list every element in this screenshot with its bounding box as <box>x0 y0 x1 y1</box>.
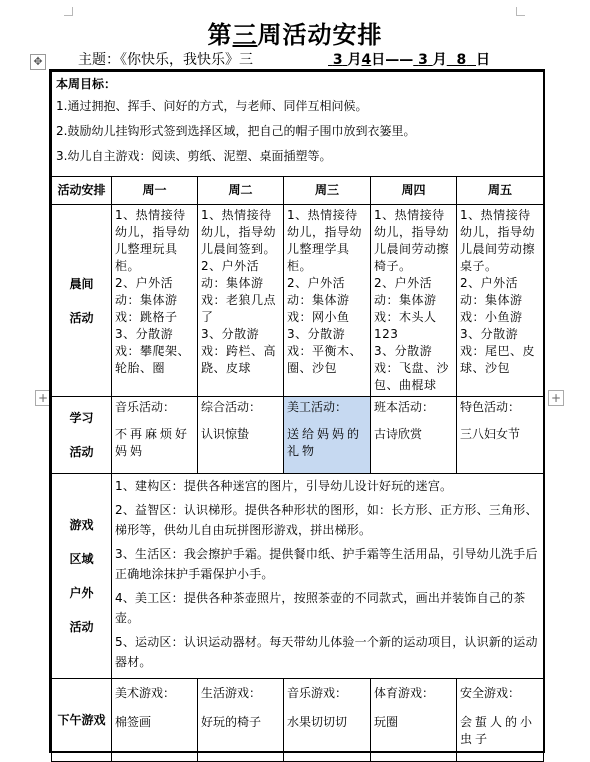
afternoon-cell: 体育游戏： 玩圈 <box>371 679 457 762</box>
goal-item: 3.幼儿自主游戏：阅读、剪纸、泥塑、桌面插塑等。 <box>56 149 332 163</box>
title-suffix: 周活动安排 <box>257 20 383 49</box>
weekly-goals <box>52 72 544 177</box>
study-cell: 音乐活动： 不再麻烦好妈妈 <box>112 397 198 474</box>
afternoon-label: 下午游戏 <box>52 679 112 762</box>
morning-cell <box>112 205 198 397</box>
subtitle-line <box>78 49 538 69</box>
morning-label: 晨间 活动 <box>52 205 112 397</box>
label-day-2: 日 <box>476 52 490 68</box>
morning-cell-line: 2、户外活动：集体游戏：老狼几点了 <box>201 259 277 324</box>
day-header: 周三 <box>284 177 371 205</box>
schedule-table <box>51 71 544 762</box>
morning-cell-line: 2、户外活动：集体游戏：网小鱼 <box>287 276 350 324</box>
study-row <box>52 397 544 474</box>
title-week-number: 三 <box>232 20 258 49</box>
morning-cell-line: 2、户外活动：集体游戏：跳格子 <box>115 276 178 324</box>
afternoon-cell: 美术游戏： 棉签画 <box>112 679 198 762</box>
header-row <box>52 177 544 205</box>
morning-cell <box>284 205 371 397</box>
afternoon-cell: 安全游戏： 会蜇人的小虫子 <box>457 679 544 762</box>
area-label: 游戏 区域 户外 活动 <box>52 474 112 679</box>
morning-cell-line: 3、分散游戏：尾巴、皮球、沙包 <box>460 327 536 375</box>
morning-cell-line: 2、户外活动：集体游戏：木头人 123 <box>374 276 437 341</box>
corner-label: 活动安排 <box>52 177 112 205</box>
morning-cell-line: 3、分散游戏：攀爬架、轮胎、圈 <box>115 327 191 375</box>
study-cell: 班本活动： 古诗欣赏 <box>371 397 457 474</box>
afternoon-cell: 音乐游戏： 水果切切切 <box>284 679 371 762</box>
page-title <box>0 15 590 50</box>
morning-cell-line: 3、分散游戏：飞盘、沙包、曲棍球 <box>374 344 450 392</box>
label-month-1: 月 <box>347 52 362 68</box>
goals-heading: 本周目标： <box>56 77 117 91</box>
area-content <box>112 474 544 679</box>
date-day-2: 8 <box>456 52 467 68</box>
day-header: 周四 <box>371 177 457 205</box>
afternoon-cell: 生活游戏： 好玩的椅子 <box>198 679 284 762</box>
plus-icon[interactable]: + <box>548 390 564 406</box>
date-month-2: 3 <box>418 52 428 68</box>
area-item: 5、运动区：认识运动器材。每天带幼儿体验一个新的运动项目，认识新的运动器材。 <box>115 635 538 669</box>
area-item: 4、美工区：提供各种茶壶照片，按照茶壶的不同款式，画出并装饰自己的茶壶。 <box>115 591 526 625</box>
date-month-1: 3 <box>332 52 343 68</box>
study-label: 学习 活动 <box>52 397 112 474</box>
morning-cell-line: 3、分散游戏：平衡木、圈、沙包 <box>287 327 363 375</box>
morning-cell-line: 1、热情接待幼儿，指导幼儿晨间劳动擦桌子。 <box>460 208 536 273</box>
goal-item: 1.通过拥抱、挥手、问好的方式，与老师、同伴互相问候。 <box>56 99 368 113</box>
morning-cell <box>198 205 284 397</box>
day-header: 周五 <box>457 177 544 205</box>
goal-item: 2.鼓励幼儿挂钩形式签到选择区域，把自己的帽子围巾放到衣篓里。 <box>56 124 416 138</box>
morning-cell <box>371 205 457 397</box>
date-day-1: 4 <box>361 52 372 68</box>
morning-cell-line: 1、热情接待幼儿，指导幼儿整理玩具柜。 <box>115 208 191 273</box>
day-header: 周二 <box>198 177 284 205</box>
theme-text: 主题：《你快乐，我快乐》三 <box>78 52 253 68</box>
area-row <box>52 474 544 679</box>
label-day-1: 日 <box>371 52 386 68</box>
study-cell-highlighted[interactable]: 美工活动： 送给妈妈的礼物 <box>284 397 371 474</box>
morning-cell-line: 1、热情接待幼儿，指导幼儿晨间签到。 <box>201 208 277 256</box>
date-range <box>328 49 490 69</box>
morning-cell <box>457 205 544 397</box>
date-dash: —— <box>385 52 414 68</box>
move-handle-icon[interactable]: ✥ <box>30 54 46 70</box>
morning-cell-line: 3、分散游戏：跨栏、高跷、皮球 <box>201 327 277 375</box>
day-header: 周一 <box>112 177 198 205</box>
morning-cell-line: 2、户外活动：集体游戏：小鱼游 <box>460 276 523 324</box>
area-item: 3、生活区：我会擦护手霜。提供餐巾纸、护手霜等生活用品，引导幼儿洗手后正确地涂抹护手霜保护小手。 <box>115 547 538 581</box>
morning-cell-line: 1、热情接待幼儿，指导幼儿整理学具柜。 <box>287 208 363 273</box>
area-item: 2、益智区：认识梯形。提供各种形状的图形，如：长方形、正方形、三角形、梯形等，供幼儿自由玩拼图形游戏，拼出梯形。 <box>115 503 538 537</box>
study-cell: 综合活动： 认识惊蛰 <box>198 397 284 474</box>
study-cell: 特色活动： 三八妇女节 <box>457 397 544 474</box>
label-month-2: 月 <box>432 52 447 68</box>
morning-cell-line: 1、热情接待幼儿，指导幼儿晨间劳动擦椅子。 <box>374 208 450 273</box>
area-item: 1、建构区：提供各种迷宫的图片，引导幼儿设计好玩的迷宫。 <box>115 479 453 493</box>
afternoon-row <box>52 679 544 762</box>
plus-icon[interactable]: + <box>35 390 51 406</box>
title-prefix: 第 <box>207 20 233 49</box>
morning-row <box>52 205 544 397</box>
